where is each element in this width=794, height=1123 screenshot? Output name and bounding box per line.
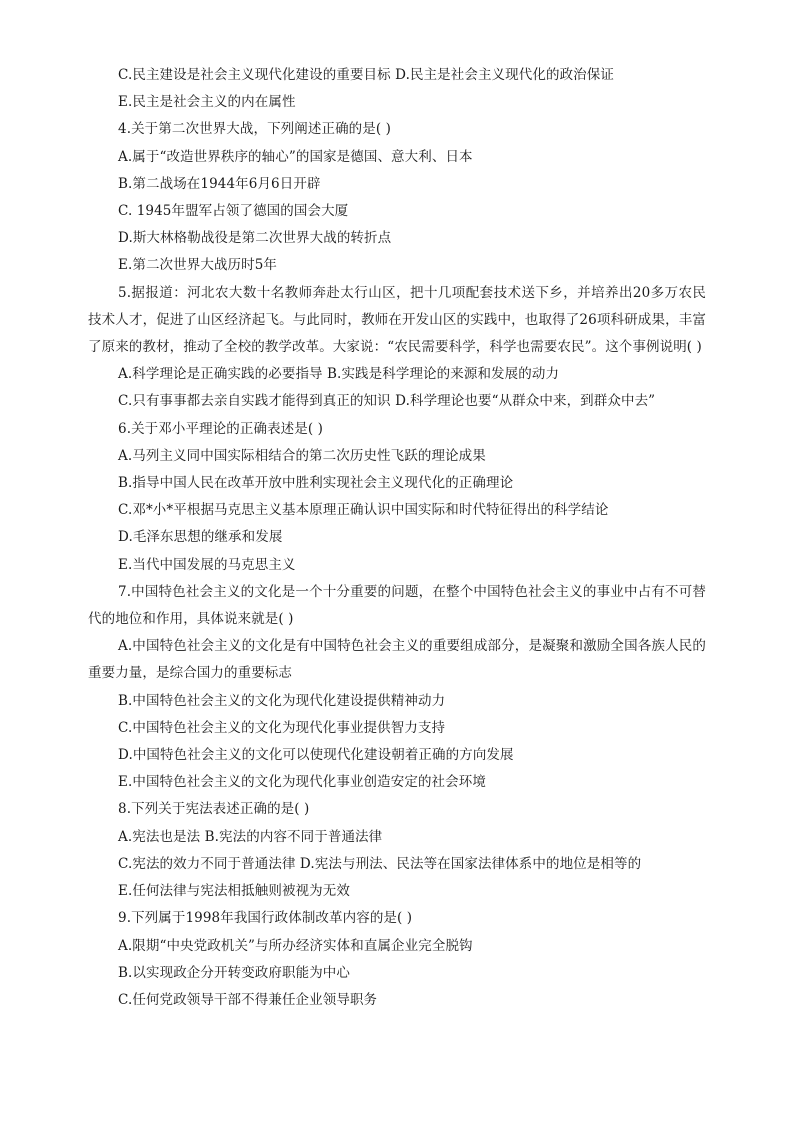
option-line: A.属于“改造世界秩序的轴心”的国家是德国、意大利、日本: [118, 148, 473, 165]
option-line: A.科学理论是正确实践的必要指导 B.实践是科学理论的来源和发展的动力: [118, 366, 560, 383]
text-line: E.民主是社会主义的内在属性: [118, 94, 296, 111]
option-line: D.中国特色社会主义的文化可以使现代化建设朝着正确的方向发展: [118, 747, 514, 764]
option-line: B.以实现政企分开转变政府职能为中心: [118, 964, 351, 981]
option-line: B.第二战场在1944年6月6日开辟: [118, 175, 321, 192]
option-line: C.只有事事都去亲自实践才能得到真正的知识 D.科学理论也要“从群众中来，到群众中去”: [118, 393, 656, 410]
option-line: C. 1945年盟军占领了德国的国会大厦: [118, 203, 349, 220]
option-line: C.任何党政领导干部不得兼任企业领导职务: [118, 991, 378, 1008]
option-line: A.限期“中央党政机关”与所办经济实体和直属企业完全脱钩: [118, 937, 473, 954]
option-line: E.当代中国发展的马克思主义: [118, 556, 296, 573]
option-line: E.中国特色社会主义的文化为现代化事业创造安定的社会环境: [118, 774, 486, 791]
option-line: D.毛泽东思想的继承和发展: [118, 529, 283, 546]
question-stem: 4.关于第二次世界大战，下列阐述正确的是( ): [118, 121, 392, 138]
option-line: C.宪法的效力不同于普通法律 D.宪法与刑法、民法等在国家法律体系中的地位是相等的: [118, 855, 642, 872]
option-line: B.指导中国人民在改革开放中胜利实现社会主义现代化的正确理论: [118, 475, 514, 492]
option-line: E.第二次世界大战历时5年: [118, 257, 278, 274]
question-stem: 6.关于邓小平理论的正确表述是( ): [118, 420, 324, 437]
option-line: C.中国特色社会主义的文化为现代化事业提供智力支持: [118, 719, 446, 736]
option-line: A.宪法也是法 B.宪法的内容不同于普通法律: [118, 828, 383, 845]
option-line: A.中国特色社会主义的文化是有中国特色社会主义的重要组成部分，是凝聚和激励全国各族人民的重要力量，是综合国力的重要标志: [88, 638, 706, 682]
question-stem: 9.下列属于1998年我国行政体制改革内容的是( ): [118, 910, 413, 927]
option-line: A.马列主义同中国实际相结合的第二次历史性飞跃的理论成果: [118, 447, 486, 464]
option-line: E.任何法律与宪法相抵触则被视为无效: [118, 883, 350, 900]
option-line: D.斯大林格勒战役是第二次世界大战的转折点: [118, 230, 392, 247]
option-line: B.中国特色社会主义的文化为现代化建设提供精神动力: [118, 692, 446, 709]
document-page: [88, 62, 706, 1014]
option-line: C.邓*小*平根据马克思主义基本原理正确认识中国实际和时代特征得出的科学结论: [118, 502, 609, 519]
question-stem: 7.中国特色社会主义的文化是一个十分重要的问题，在整个中国特色社会主义的事业中占有不可替代的地位和作用，具体说来就是( ): [88, 583, 706, 628]
question-stem: 5.据报道：河北农大数十名教师奔赴太行山区，把十几项配套技术送下乡，并培养出20多万农民技术人才，促进了山区经济起飞。与此同时，教师在开发山区的实践中，也取得了26项科研成果，丰富了原来的教材，推动了全校的教学改革。大家说：“农民需要科学，科学也需要农民”。这个事例说明( ): [88, 284, 706, 356]
question-stem: 8.下列关于宪法表述正确的是( ): [118, 801, 310, 818]
text-line: C.民主建设是社会主义现代化建设的重要目标 D.民主是社会主义现代化的政治保证: [118, 67, 614, 83]
